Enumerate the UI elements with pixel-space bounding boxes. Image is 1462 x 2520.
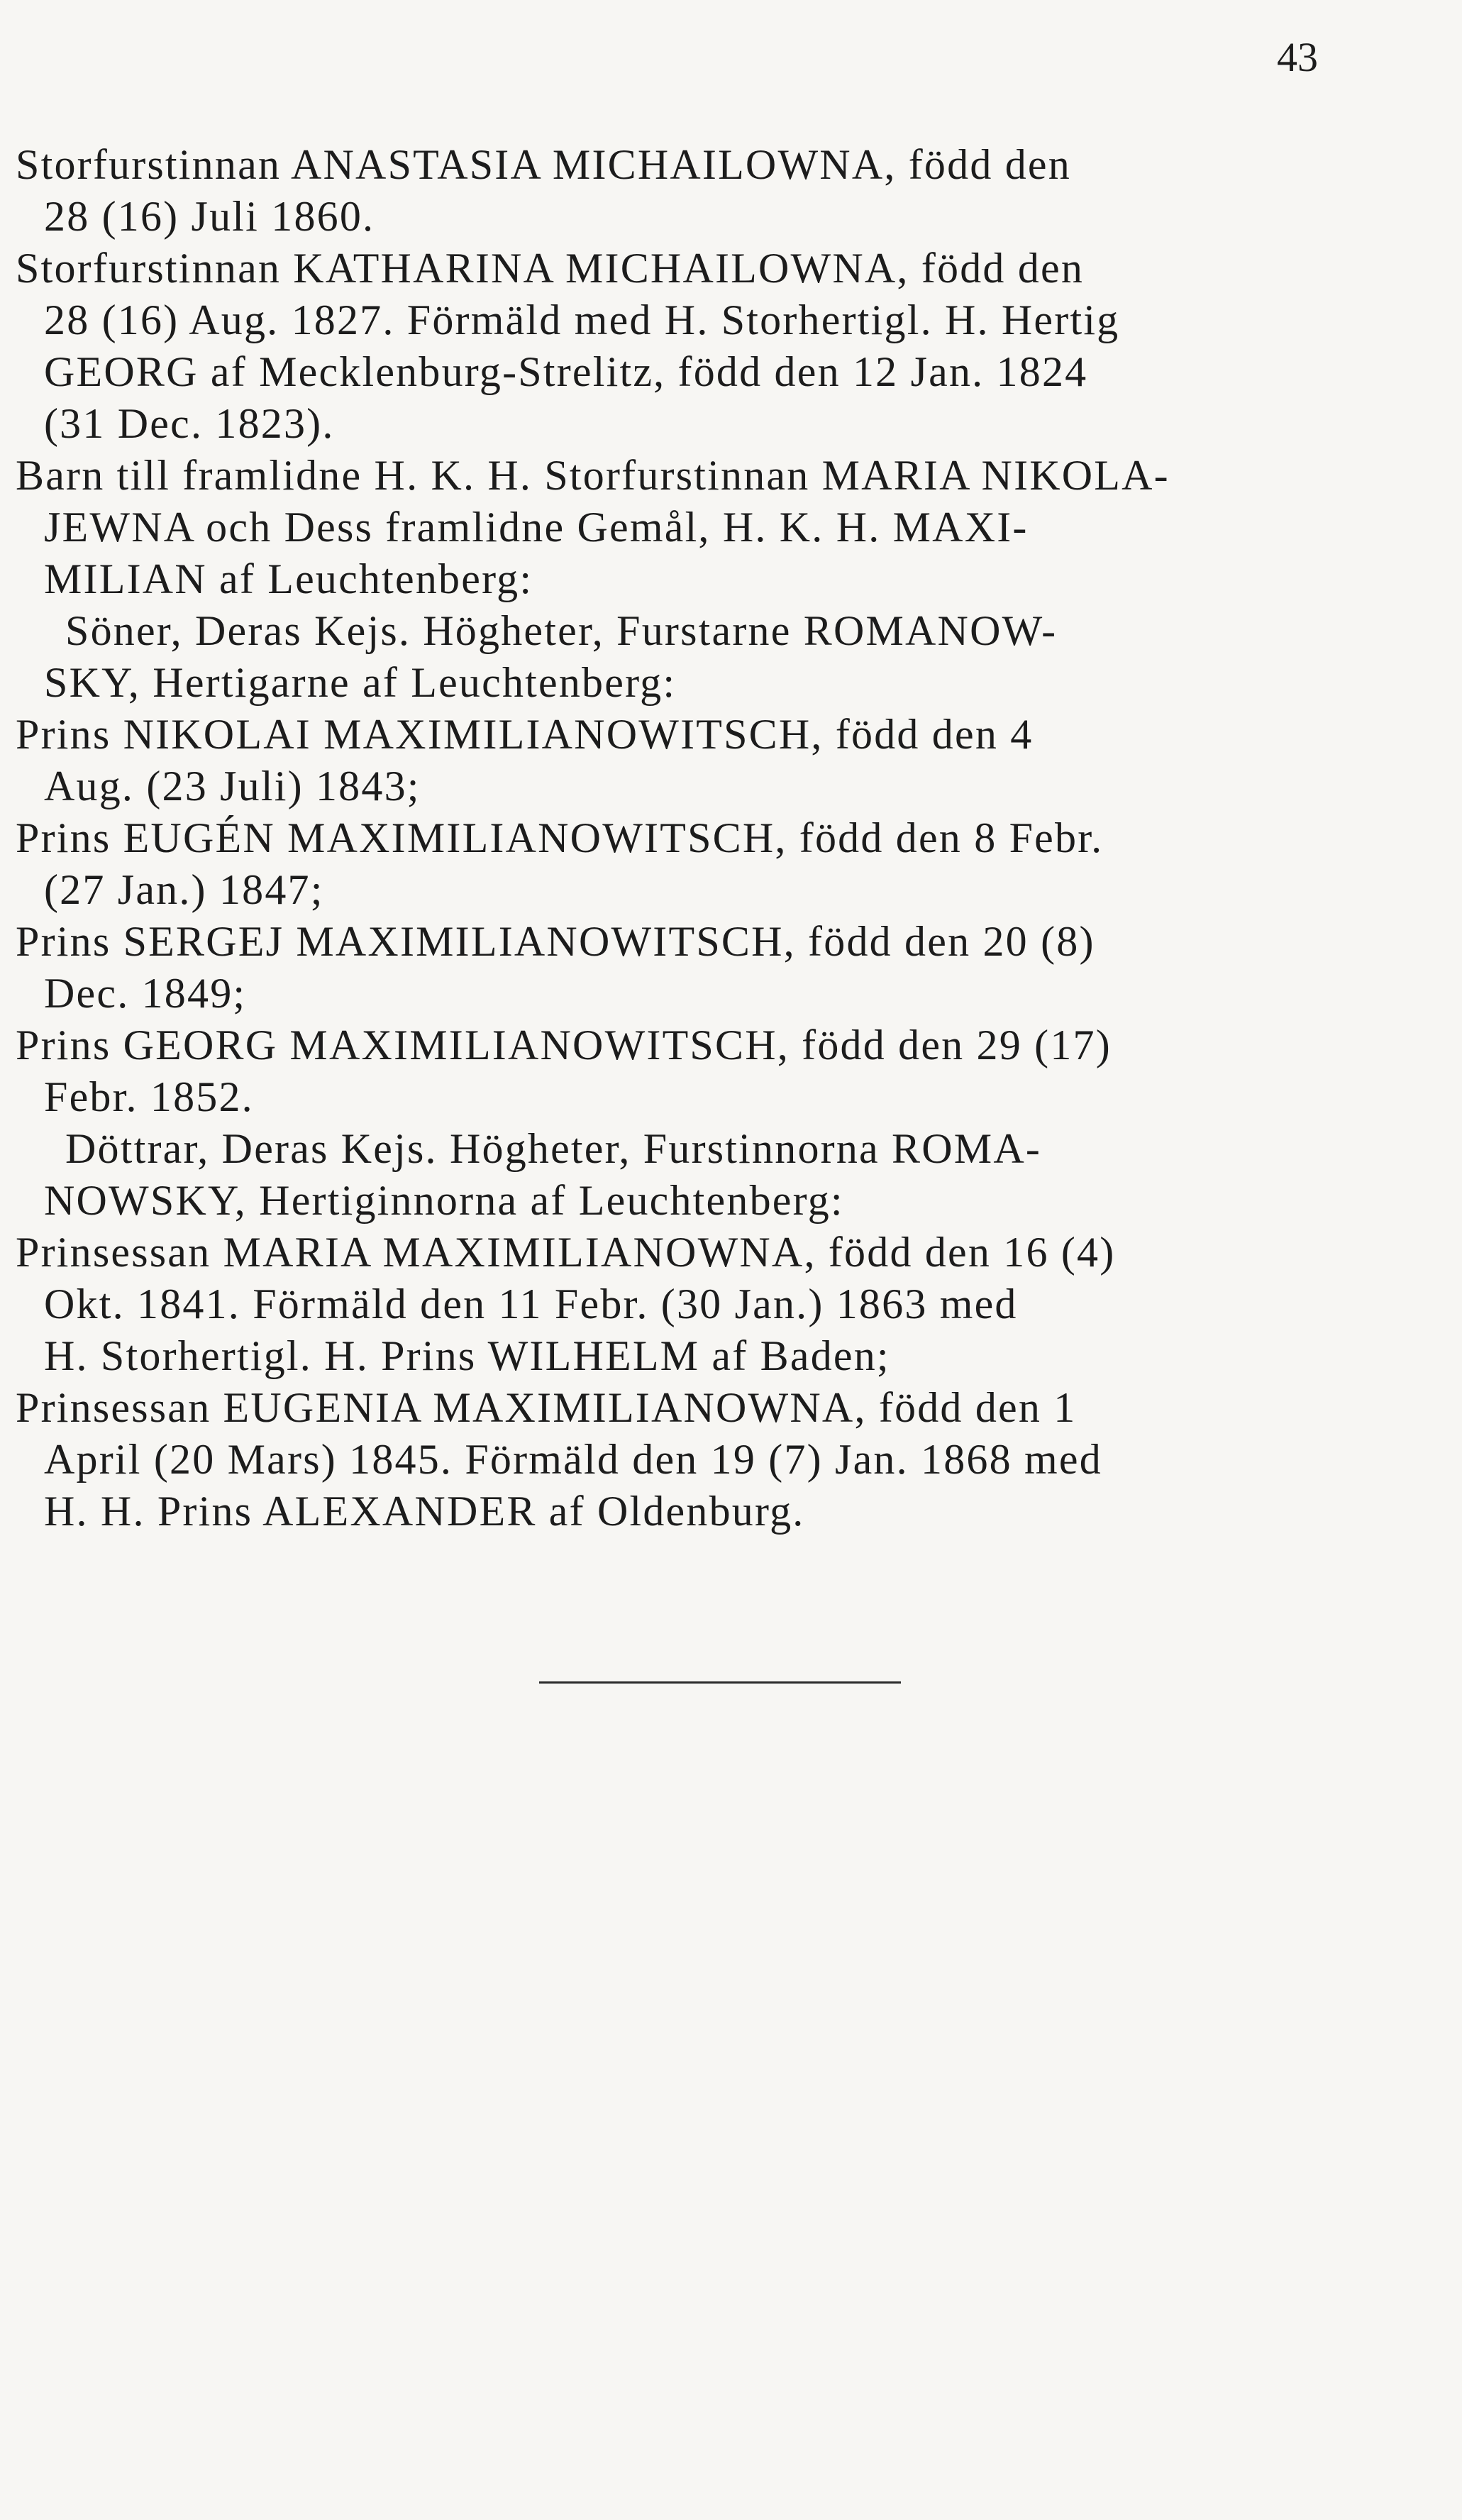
text-line: April (20 Mars) 1845. Förmäld den 19 (7) Jan. 1868 med (44, 1436, 1102, 1483)
page-number: 43 (1277, 34, 1318, 80)
text-line: Prins NIKOLAI MAXIMILIANOWITSCH, född den 4 (16, 711, 1034, 758)
text-line: Febr. 1852. (44, 1073, 254, 1120)
text-line: SKY, Hertigarne af Leuchtenberg: (44, 659, 677, 706)
text-line: Dec. 1849; (44, 970, 247, 1017)
text-line: Barn till framlidne H. K. H. Storfurstinnan MARIA NIKOLA- (16, 452, 1170, 499)
text-line: JEWNA och Dess framlidne Gemål, H. K. H. MAXI- (44, 504, 1029, 551)
text-line: Okt. 1841. Förmäld den 11 Febr. (30 Jan.) 1863 med (44, 1281, 1018, 1327)
text-line: Prins EUGÉN MAXIMILIANOWITSCH, född den 8 Febr. (16, 814, 1104, 861)
text-line: Döttrar, Deras Kejs. Högheter, Furstinnorna ROMA- (65, 1125, 1042, 1172)
text-line: 28 (16) Juli 1860. (44, 193, 375, 240)
text-line: Prins GEORG MAXIMILIANOWITSCH, född den 29 (17) (16, 1022, 1112, 1068)
text-line: (31 Dec. 1823). (44, 400, 335, 447)
text-line: MILIAN af Leuchtenberg: (44, 556, 533, 602)
text-line: Söner, Deras Kejs. Högheter, Furstarne ROMANOW- (65, 607, 1058, 654)
text-line: H. Storhertigl. H. Prins WILHELM af Baden; (44, 1332, 890, 1379)
text-line: H. H. Prins ALEXANDER af Oldenburg. (44, 1488, 805, 1535)
text-line: Prinsessan MARIA MAXIMILIANOWNA, född den 16 (4) (16, 1229, 1116, 1276)
text-line: Storfurstinnan KATHARINA MICHAILOWNA, född den (16, 245, 1085, 292)
section-divider (539, 1681, 901, 1684)
text-line: (27 Jan.) 1847; (44, 866, 324, 913)
text-line: NOWSKY, Hertiginnorna af Leuchtenberg: (44, 1177, 844, 1224)
text-line: Storfurstinnan ANASTASIA MICHAILOWNA, född den (16, 141, 1071, 188)
text-line: 28 (16) Aug. 1827. Förmäld med H. Storhertigl. H. Hertig (44, 297, 1120, 343)
text-line: GEORG af Mecklenburg-Strelitz, född den 12 Jan. 1824 (44, 348, 1088, 395)
text-line: Aug. (23 Juli) 1843; (44, 763, 421, 809)
text-line: Prinsessan EUGENIA MAXIMILIANOWNA, född den 1 (16, 1384, 1077, 1431)
text-line: Prins SERGEJ MAXIMILIANOWITSCH, född den 20 (8) (16, 918, 1095, 965)
